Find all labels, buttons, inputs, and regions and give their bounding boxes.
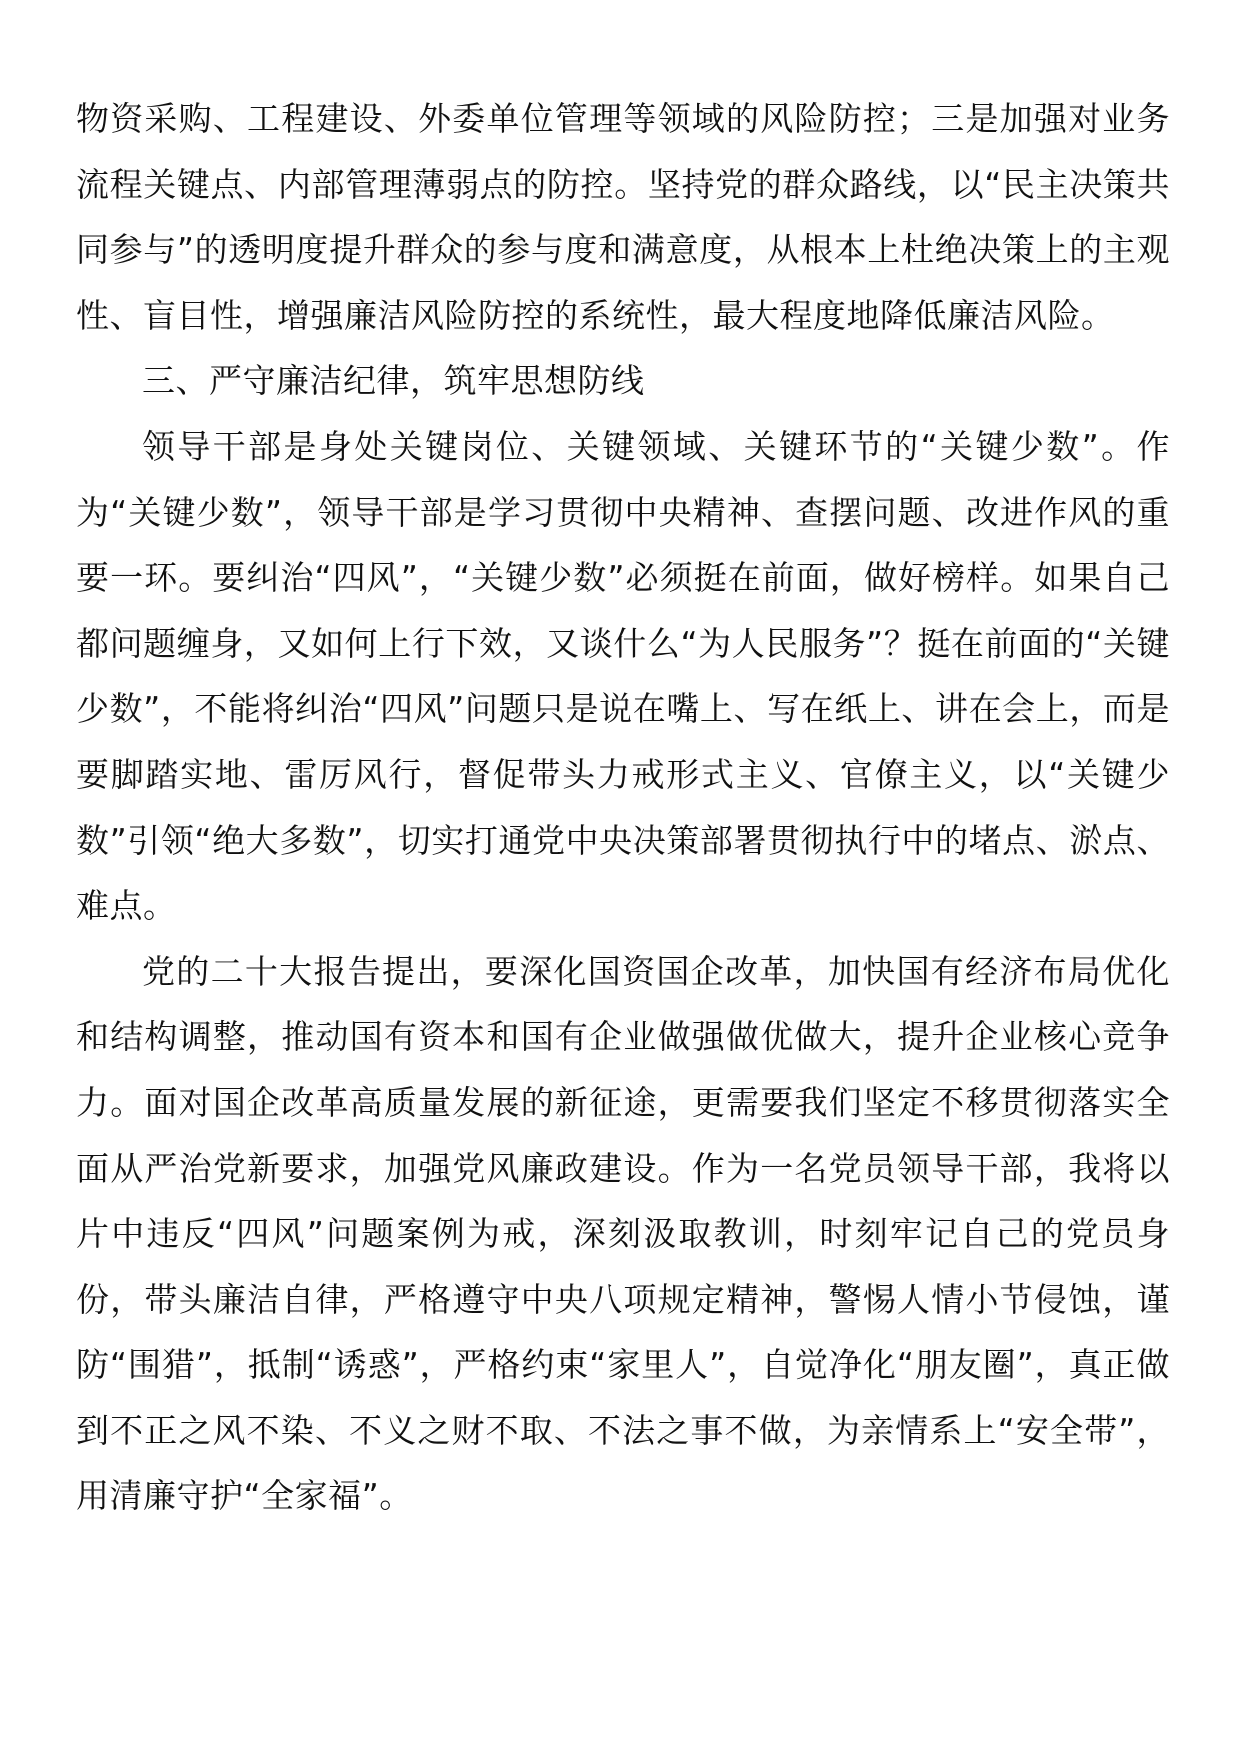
paragraph-key-minority: 领导干部是身处关键岗位、关键领域、关键环节的“关键少数”。作为“关键少数”，领导干部是学习贯彻中央精神、查摆问题、改进作风的重要一环。要纠治“四风”，“关键少数”必须挺在前面，做好榜样。如果自己都问题缠身，又如何上行下效，又谈什么“为人民服务”？挺在前面的“关键少数”，不能将纠治“四风”问题只是说在嘴上、写在纸上、讲在会上，而是要脚踏实地、雷厉风行，督促带头力戒形式主义、官僚主义，以“关键少数”引领“绝大多数”，切实打通党中央决策部署贯彻执行中的堵点、淤点、难点。	[76, 426, 1170, 926]
document-page	[76, 86, 1170, 1529]
paragraph-continuation: 物资采购、工程建设、外委单位管理等领域的风险防控；三是加强对业务流程关键点、内部管理薄弱点的防控。坚持党的群众路线，以“民主决策共同参与”的透明度提升群众的参与度和满意度，从根本上杜绝决策上的主观性、盲目性，增强廉洁风险防控的系统性，最大程度地降低廉洁风险。	[76, 99, 1170, 335]
paragraph-soe-reform: 党的二十大报告提出，要深化国资国企改革，加快国有经济布局优化和结构调整，推动国有资本和国有企业做强做优做大，提升企业核心竞争力。面对国企改革高质量发展的新征途，更需要我们坚定不移贯彻落实全面从严治党新要求，加强党风廉政建设。作为一名党员领导干部，我将以片中违反“四风”问题案例为戒，深刻汲取教训，时刻牢记自己的党员身份，带头廉洁自律，严格遵守中央八项规定精神，警惕人情小节侵蚀，谨防“围猎”，抵制“诱惑”，严格约束“家里人”，自觉净化“朋友圈”，真正做到不正之风不染、不义之财不取、不法之事不做，为亲情系上“安全带”，用清廉守护“全家福”。	[76, 951, 1170, 1516]
section-heading-3: 三、严守廉洁纪律，筑牢思想防线	[142, 361, 645, 401]
